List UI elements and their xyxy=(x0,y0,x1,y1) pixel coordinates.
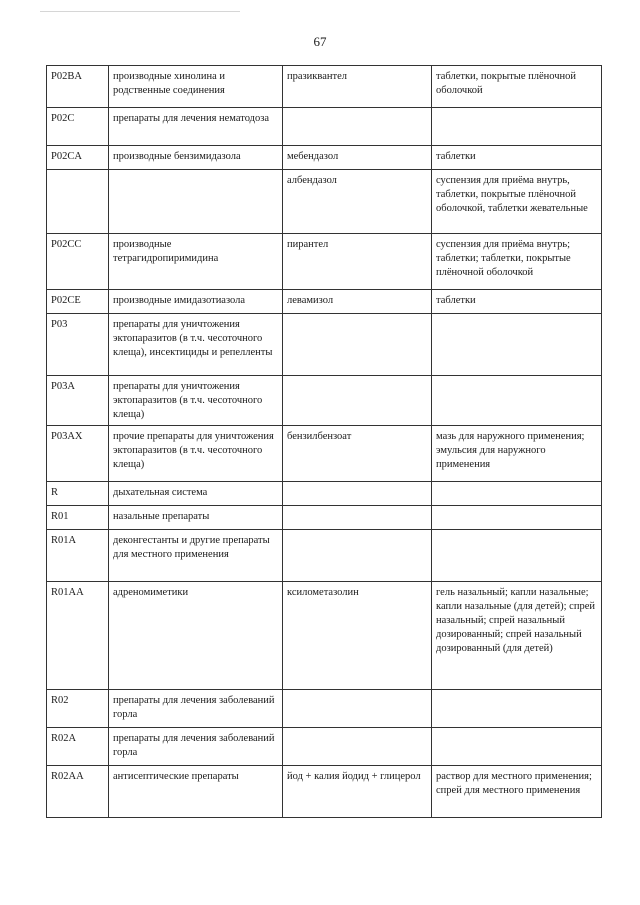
cell-code: P03 xyxy=(47,314,109,376)
cell-group: препараты для лечения нематодоза xyxy=(109,108,283,146)
cell-form: таблетки xyxy=(432,146,602,170)
cell-group: препараты для уничтожения эктопаразитов (в т.ч. чесоточного клеща) xyxy=(109,376,283,426)
table-row xyxy=(47,314,602,376)
cell-group: производные хинолина и родственные соединения xyxy=(109,66,283,108)
cell-group: адреномиметики xyxy=(109,582,283,690)
cell-code: R02 xyxy=(47,690,109,728)
cell-form xyxy=(432,482,602,506)
cell-form xyxy=(432,530,602,582)
cell-group: назальные препараты xyxy=(109,506,283,530)
cell-name xyxy=(283,376,432,426)
cell-name xyxy=(283,530,432,582)
cell-code: R02AA xyxy=(47,766,109,818)
cell-group: производные имидазотиазола xyxy=(109,290,283,314)
cell-form: гель назальный; капли назальные; капли назальные (для детей); спрей назальный; спрей назальный дозированный; спрей назальный дозированный (для детей) xyxy=(432,582,602,690)
table-row xyxy=(47,290,602,314)
cell-name: пирантел xyxy=(283,234,432,290)
cell-group: антисептические препараты xyxy=(109,766,283,818)
table-row xyxy=(47,108,602,146)
cell-name xyxy=(283,506,432,530)
table-row xyxy=(47,582,602,690)
cell-name: албендазол xyxy=(283,170,432,234)
table-row xyxy=(47,376,602,426)
cell-name xyxy=(283,482,432,506)
table-row xyxy=(47,506,602,530)
cell-form: таблетки, покрытые плёночной оболочкой xyxy=(432,66,602,108)
cell-group: прочие препараты для уничтожения эктопаразитов (в т.ч. чесоточного клеща) xyxy=(109,426,283,482)
cell-name: празиквантел xyxy=(283,66,432,108)
cell-group: дыхательная система xyxy=(109,482,283,506)
cell-name xyxy=(283,690,432,728)
table-row xyxy=(47,482,602,506)
cell-name xyxy=(283,728,432,766)
cell-code: R xyxy=(47,482,109,506)
cell-name xyxy=(283,108,432,146)
cell-group xyxy=(109,170,283,234)
table-row xyxy=(47,66,602,108)
cell-code: P02CC xyxy=(47,234,109,290)
cell-name: ксилометазолин xyxy=(283,582,432,690)
cell-code: P02CE xyxy=(47,290,109,314)
cell-name: йод + калия йодид + глицерол xyxy=(283,766,432,818)
cell-form xyxy=(432,108,602,146)
cell-name: левамизол xyxy=(283,290,432,314)
cell-form: мазь для наружного применения; эмульсия для наружного применения xyxy=(432,426,602,482)
cell-group: препараты для лечения заболеваний горла xyxy=(109,690,283,728)
cell-form xyxy=(432,506,602,530)
cell-group: препараты для уничтожения эктопаразитов (в т.ч. чесоточного клеща), инсектициды и репелленты xyxy=(109,314,283,376)
table-row xyxy=(47,170,602,234)
cell-group: деконгестанты и другие препараты для местного применения xyxy=(109,530,283,582)
cell-group: производные тетрагидропиримидина xyxy=(109,234,283,290)
table-row xyxy=(47,690,602,728)
table-row xyxy=(47,766,602,818)
cell-code xyxy=(47,170,109,234)
cell-code: R01 xyxy=(47,506,109,530)
page-number: 67 xyxy=(313,34,327,49)
table-row xyxy=(47,530,602,582)
cell-form: суспензия для приёма внутрь; таблетки; таблетки, покрытые плёночной оболочкой xyxy=(432,234,602,290)
cell-form xyxy=(432,376,602,426)
cell-form: таблетки xyxy=(432,290,602,314)
table-row xyxy=(47,146,602,170)
cell-code: P03A xyxy=(47,376,109,426)
cell-code: P02C xyxy=(47,108,109,146)
cell-form xyxy=(432,690,602,728)
cell-code: P02BA xyxy=(47,66,109,108)
cell-code: P02CA xyxy=(47,146,109,170)
cell-name: мебендазол xyxy=(283,146,432,170)
cell-group: препараты для лечения заболеваний горла xyxy=(109,728,283,766)
cell-form: суспензия для приёма внутрь, таблетки, покрытые плёночной оболочкой, таблетки жевательные xyxy=(432,170,602,234)
cell-form xyxy=(432,728,602,766)
cell-form: раствор для местного применения; спрей для местного применения xyxy=(432,766,602,818)
medication-table xyxy=(46,65,602,818)
table-row xyxy=(47,728,602,766)
cell-code: R01AA xyxy=(47,582,109,690)
cell-form xyxy=(432,314,602,376)
table-row xyxy=(47,234,602,290)
cell-group: производные бензимидазола xyxy=(109,146,283,170)
cell-code: P03AX xyxy=(47,426,109,482)
cell-name xyxy=(283,314,432,376)
scan-artifact-top xyxy=(40,11,240,12)
table-row xyxy=(47,426,602,482)
cell-code: R02A xyxy=(47,728,109,766)
cell-code: R01A xyxy=(47,530,109,582)
cell-name: бензилбензоат xyxy=(283,426,432,482)
